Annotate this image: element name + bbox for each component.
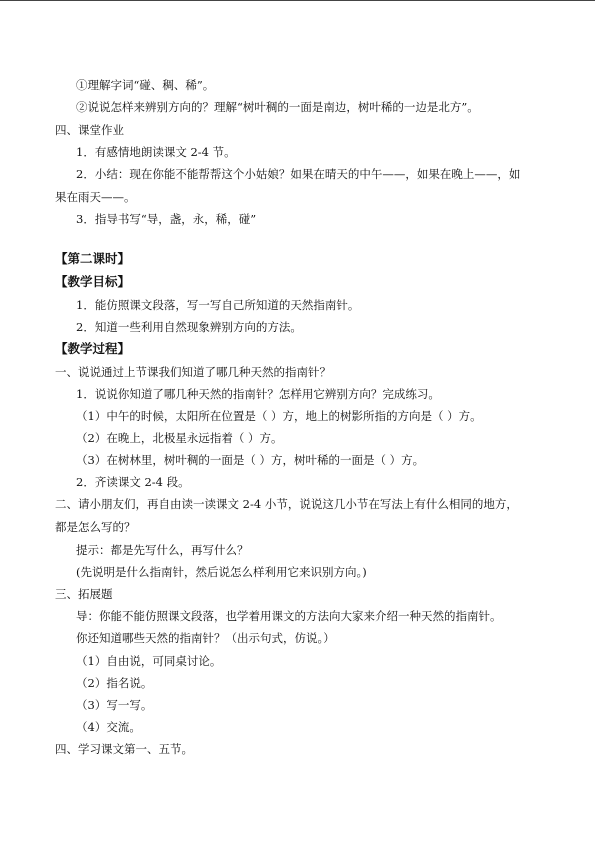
section-heading: 四、学习课文第一、五节。	[55, 742, 193, 756]
exercise-item: （2）在晚上，北极星永远指着（ ）方。	[76, 431, 283, 445]
text-line: 2．小结：现在你能不能帮帮这个小姑娘？如果在晴天的中午——，如果在晚上——，如	[76, 167, 521, 181]
text-line: 1．有感情地朗读课文 2-4 节。	[76, 145, 236, 159]
section-heading: 一、说说通过上节课我们知道了哪几种天然的指南针？	[55, 365, 331, 379]
text-line: (先说明是什么指南针，然后说怎么样利用它来识别方向。)	[76, 565, 367, 579]
lesson-heading: 【第二课时】	[55, 251, 131, 266]
text-line: ①理解字词“碰、稠、稀”。	[76, 78, 215, 92]
list-item: （1）自由说，可同桌讨论。	[76, 654, 222, 668]
list-item: （4）交流。	[76, 720, 141, 734]
exercise-item: （3）在树林里，树叶稠的一面是（ ）方，树叶稀的一面是（ ）方。	[76, 453, 425, 467]
text-line: 都是怎么写的？	[55, 520, 136, 534]
text-line: ②说说怎样来辨别方向的？理解“树叶稠的一面是南边，树叶稀的一边是北方”。	[76, 100, 479, 114]
exercise-item: （1）中午的时候，太阳所在位置是（ ）方，地上的树影所指的方向是（ ）方。	[76, 409, 482, 423]
section-heading: 四、课堂作业	[55, 123, 124, 137]
text-line: 1．说说你知道了哪几种天然的指南针？怎样用它辨别方向？完成练习。	[76, 387, 440, 401]
text-line: 导：你能不能仿照课文段落，也学着用课文的方法向大家来介绍一种天然的指南针。	[76, 609, 502, 623]
text-line: 提示：都是先写什么，再写什么？	[76, 543, 249, 557]
objectives-heading: 【教学目标】	[55, 274, 131, 289]
text-line: 2．知道一些利用自然现象辨别方向的方法。	[76, 320, 302, 334]
text-line: 果在雨天——。	[55, 190, 136, 204]
section-heading: 二、请小朋友们，再自由读一读课文 2-4 小节，说说这几小节在写法上有什么相同的地方，	[55, 497, 518, 511]
text-line: 1．能仿照课文段落，写一写自己所知道的天然指南针。	[76, 298, 360, 312]
process-heading: 【教学过程】	[55, 341, 131, 356]
text-line: 3．指导书写“导，盏，永，稀，碰”	[76, 212, 257, 226]
text-line: 2．齐读课文 2-4 段。	[76, 475, 190, 489]
list-item: （3）写一写。	[76, 698, 153, 712]
list-item: （2）指名说。	[76, 676, 153, 690]
section-heading: 三、拓展题	[55, 587, 113, 601]
header-rule	[0, 0, 595, 1]
text-line: 你还知道哪些天然的指南针？（出示句式，仿说。）	[76, 631, 335, 645]
